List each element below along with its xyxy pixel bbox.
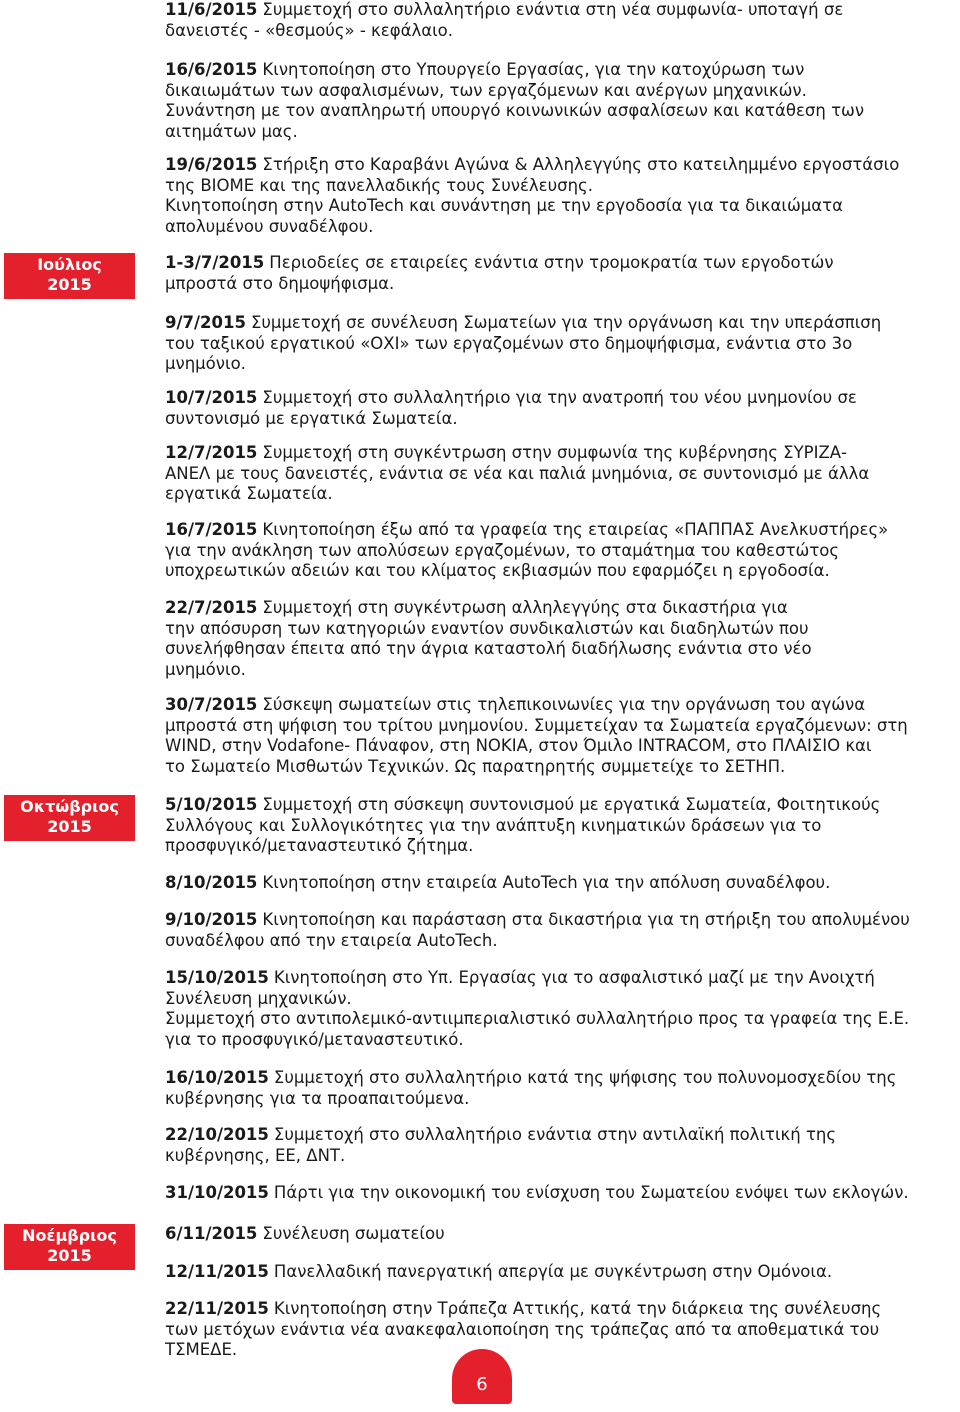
timeline-entry — [165, 155, 955, 237]
entry-date: 12/11/2015 — [165, 1262, 269, 1281]
entry-text: Πάρτι για την οικονομική του ενίσχυση του Σωματείου ενόψει των εκλογών. — [273, 1183, 909, 1202]
entry-text: συναδέλφου από την εταιρεία AutoTech. — [165, 930, 498, 950]
entry-date: 1-3/7/2015 — [165, 253, 265, 272]
month-year: 2015 — [47, 1246, 92, 1265]
entry-text: ΑΝΕΛ με τους δανειστές, ενάντια σε νέα και παλιά μνημόνια, σε συντονισμό με άλλα — [165, 463, 870, 483]
entry-text: συντονισμό με εργατικά Σωματεία. — [165, 408, 458, 428]
entry-date: 9/10/2015 — [165, 910, 258, 929]
entry-date: 15/10/2015 — [165, 968, 269, 987]
timeline-entry — [165, 1224, 955, 1245]
month-year: 2015 — [47, 275, 92, 294]
entry-text: Σύσκεψη σωματείων στις τηλεπικοινωνίες για την οργάνωση του αγώνα — [262, 695, 866, 714]
timeline-entry — [165, 873, 955, 894]
entry-date: 22/7/2015 — [165, 598, 258, 617]
entry-text: Συμμετοχή στη συγκέντρωση αλληλεγγύης στα δικαστήρια για — [262, 598, 788, 617]
month-badge-july — [4, 253, 135, 299]
entry-text: προσφυγικό/μεταναστευτικό ζήτημα. — [165, 836, 474, 855]
entry-text: Συμμετοχή στο συλλαλητήριο ενάντια στη νέα συμφωνία- υποταγή σε — [262, 0, 844, 19]
entry-date: 16/7/2015 — [165, 520, 258, 539]
entry-text: για το προσφυγικό/μεταναστευτικό. — [165, 1029, 464, 1049]
entry-text: Συμμετοχή σε συνέλευση Σωματείων για την οργάνωση και την υπεράσπιση — [250, 313, 882, 332]
entry-text: το Σωματείο Μισθωτών Τεχνικών. Ως παρατηρητής συμμετείχε το ΣΕΤΗΠ. — [165, 756, 786, 776]
entry-date: 6/11/2015 — [165, 1224, 258, 1243]
entry-text: Συνάντηση με τον αναπληρωτή υπουργό κοινωνικών ασφαλίσεων και κατάθεση των — [165, 101, 865, 120]
entry-text: του ταξικού εργατικού «ΟΧΙ» των εργαζομένων στο δημοψήφισμα, ενάντια στο 3ο — [165, 333, 853, 353]
timeline-entry — [165, 968, 955, 1050]
timeline-entry — [165, 910, 955, 951]
entry-text: μπροστά στη ψήφιση του τρίτου μνημονίου. Συμμετείχαν τα Σωματεία εργαζόμενων: στη — [165, 715, 908, 735]
entry-date: 22/10/2015 — [165, 1125, 269, 1144]
month-badge-november — [4, 1224, 135, 1270]
entry-date: 19/6/2015 — [165, 155, 258, 174]
entry-text: Κινητοποίηση στην Τράπεζα Αττικής, κατά την διάρκεια της συνέλευσης — [273, 1299, 882, 1318]
entry-text: υποχρεωτικών αδειών και του κλίματος εκβιασμών που εφαρμόζει η εργοδοσία. — [165, 561, 830, 580]
entry-date: 31/10/2015 — [165, 1183, 269, 1202]
entry-text: WIND, στην Vodafone- Πάναφον, στη ΝΟΚΙΑ, στον Όμιλο INTRACOM, στο ΠΛΑΙΣΙΟ και — [165, 736, 872, 755]
entry-date: 11/6/2015 — [165, 0, 258, 19]
timeline-entry — [165, 313, 955, 375]
month-name: Νοέμβριος — [22, 1226, 117, 1245]
entry-date: 10/7/2015 — [165, 388, 258, 407]
timeline-entry — [165, 695, 955, 777]
entry-date: 12/7/2015 — [165, 443, 258, 462]
timeline-entry — [165, 598, 955, 680]
entry-text: των μετόχων ενάντια νέα ανακεφαλαιοποίηση της τράπεζας από τα αποθεματικά του — [165, 1319, 880, 1339]
entry-date: 16/6/2015 — [165, 60, 258, 79]
entry-text: κυβέρνησης για τα προαπαιτούμενα. — [165, 1088, 470, 1108]
month-name: Ιούλιος — [37, 255, 102, 274]
entry-text: Κινητοποίηση στην εταιρεία AutoTech για την απόλυση συναδέλφου. — [262, 873, 831, 892]
month-badge-october — [4, 795, 135, 841]
month-year: 2015 — [47, 817, 92, 836]
timeline-entry — [165, 1183, 955, 1204]
entry-date: 16/10/2015 — [165, 1068, 269, 1087]
timeline-entry — [165, 60, 955, 142]
entry-text: Περιοδείες σε εταιρείες ενάντια στην τρομοκρατία των εργοδοτών — [269, 253, 834, 272]
timeline-entry — [165, 1262, 955, 1283]
timeline-entry — [165, 1299, 955, 1361]
entry-text: δικαιωμάτων των ασφαλισμένων, των εργαζόμενων και ανέργων μηχανικών. — [165, 80, 807, 100]
entry-text: Συμμετοχή στη συγκέντρωση στην συμφωνία της κυβέρνησης ΣΥΡΙΖΑ- — [262, 443, 848, 462]
entry-text: εργατικά Σωματεία. — [165, 484, 333, 503]
entry-text: μνημόνιο. — [165, 659, 246, 679]
entry-text: μνημόνιο. — [165, 354, 246, 373]
entry-text: Συνέλευση σωματείου — [262, 1224, 445, 1243]
entry-text: μπροστά στο δημοψήφισμα. — [165, 273, 395, 293]
entry-text: αιτημάτων μας. — [165, 121, 298, 141]
entry-text: απολυμένου συναδέλφου. — [165, 216, 374, 236]
entry-text: Κινητοποίηση στο Υπ. Εργασίας για το ασφαλιστικό μαζί με την Ανοιχτή — [273, 968, 875, 987]
entry-date: 5/10/2015 — [165, 795, 258, 814]
entry-text: Κινητοποίηση στο Υπουργείο Εργασίας, για την κατοχύρωση των — [262, 60, 805, 79]
entry-text: Συμμετοχή στη σύσκεψη συντονισμού με εργατικά Σωματεία, Φοιτητικούς — [262, 795, 881, 814]
entry-date: 30/7/2015 — [165, 695, 258, 714]
entry-date: 8/10/2015 — [165, 873, 258, 892]
entry-text: Συλλόγους και Συλλογικότητες για την ανάπτυξη κινηματικών δράσεων για το — [165, 815, 822, 835]
entry-date: 9/7/2015 — [165, 313, 246, 332]
timeline-entry — [165, 443, 955, 505]
entry-text: της ΒΙΟΜΕ και της πανελλαδικής τους Συνέλευσης. — [165, 175, 593, 195]
timeline-entry — [165, 1068, 955, 1109]
timeline-entry — [165, 520, 955, 582]
entry-text: την απόσυρση των κατηγοριών εναντίον συνδικαλιστών και διαδηλωτών που — [165, 618, 809, 638]
entry-text: Κινητοποίηση έξω από τα γραφεία της εταιρείας «ΠΑΠΠΑΣ Ανελκυστήρες» — [262, 520, 889, 539]
entry-text: Κινητοποίηση και παράσταση στα δικαστήρια για τη στήριξη του απολυμένου — [262, 910, 910, 929]
entry-date: 22/11/2015 — [165, 1299, 269, 1318]
timeline-entry — [165, 388, 955, 429]
timeline-entry — [165, 1125, 955, 1166]
entry-text: συνελήφθησαν έπειτα από την άγρια καταστολή διαδήλωσης ενάντια στο νέο — [165, 639, 812, 658]
entry-text: ΤΣΜΕΔΕ. — [165, 1340, 238, 1359]
entry-text: για την ανάκληση των απολύσεων εργαζομένων, το σταμάτημα του καθεστώτος — [165, 540, 840, 560]
entry-text: Πανελλαδική πανεργατική απεργία με συγκέντρωση στην Ομόνοια. — [273, 1262, 833, 1281]
entry-text: Στήριξη στο Καραβάνι Αγώνα & Αλληλεγγύης στο κατειλημμένο εργοστάσιο — [262, 155, 900, 174]
entry-text: Συμμετοχή στο συλλαλητήριο κατά της ψήφισης του πολυνομοσχεδίου της — [273, 1068, 897, 1087]
page-number: 6 — [452, 1349, 512, 1404]
entry-text: Συμμετοχή στο αντιπολεμικό-αντιιμπεριαλιστικό συλλαλητήριο προς τα γραφεία της Ε.Ε. — [165, 1009, 910, 1028]
timeline-entry — [165, 253, 955, 294]
timeline-entry — [165, 0, 955, 41]
entry-text: Συνέλευση μηχανικών. — [165, 988, 352, 1008]
entry-text: Κινητοποίηση στην AutoTech και συνάντηση με την εργοδοσία για τα δικαιώματα — [165, 196, 843, 215]
month-name: Οκτώβριος — [20, 797, 119, 816]
entry-text: Συμμετοχή στο συλλαλητήριο ενάντια στην αντιλαϊκή πολιτική της — [273, 1125, 837, 1144]
entry-text: κυβέρνησης, ΕΕ, ΔΝΤ. — [165, 1145, 346, 1165]
entry-text: δανειστές - «θεσμούς» - κεφάλαιο. — [165, 20, 454, 40]
entry-text: Συμμετοχή στο συλλαλητήριο για την ανατροπή του νέου μνημονίου σε — [262, 388, 857, 407]
timeline-entry — [165, 795, 955, 857]
